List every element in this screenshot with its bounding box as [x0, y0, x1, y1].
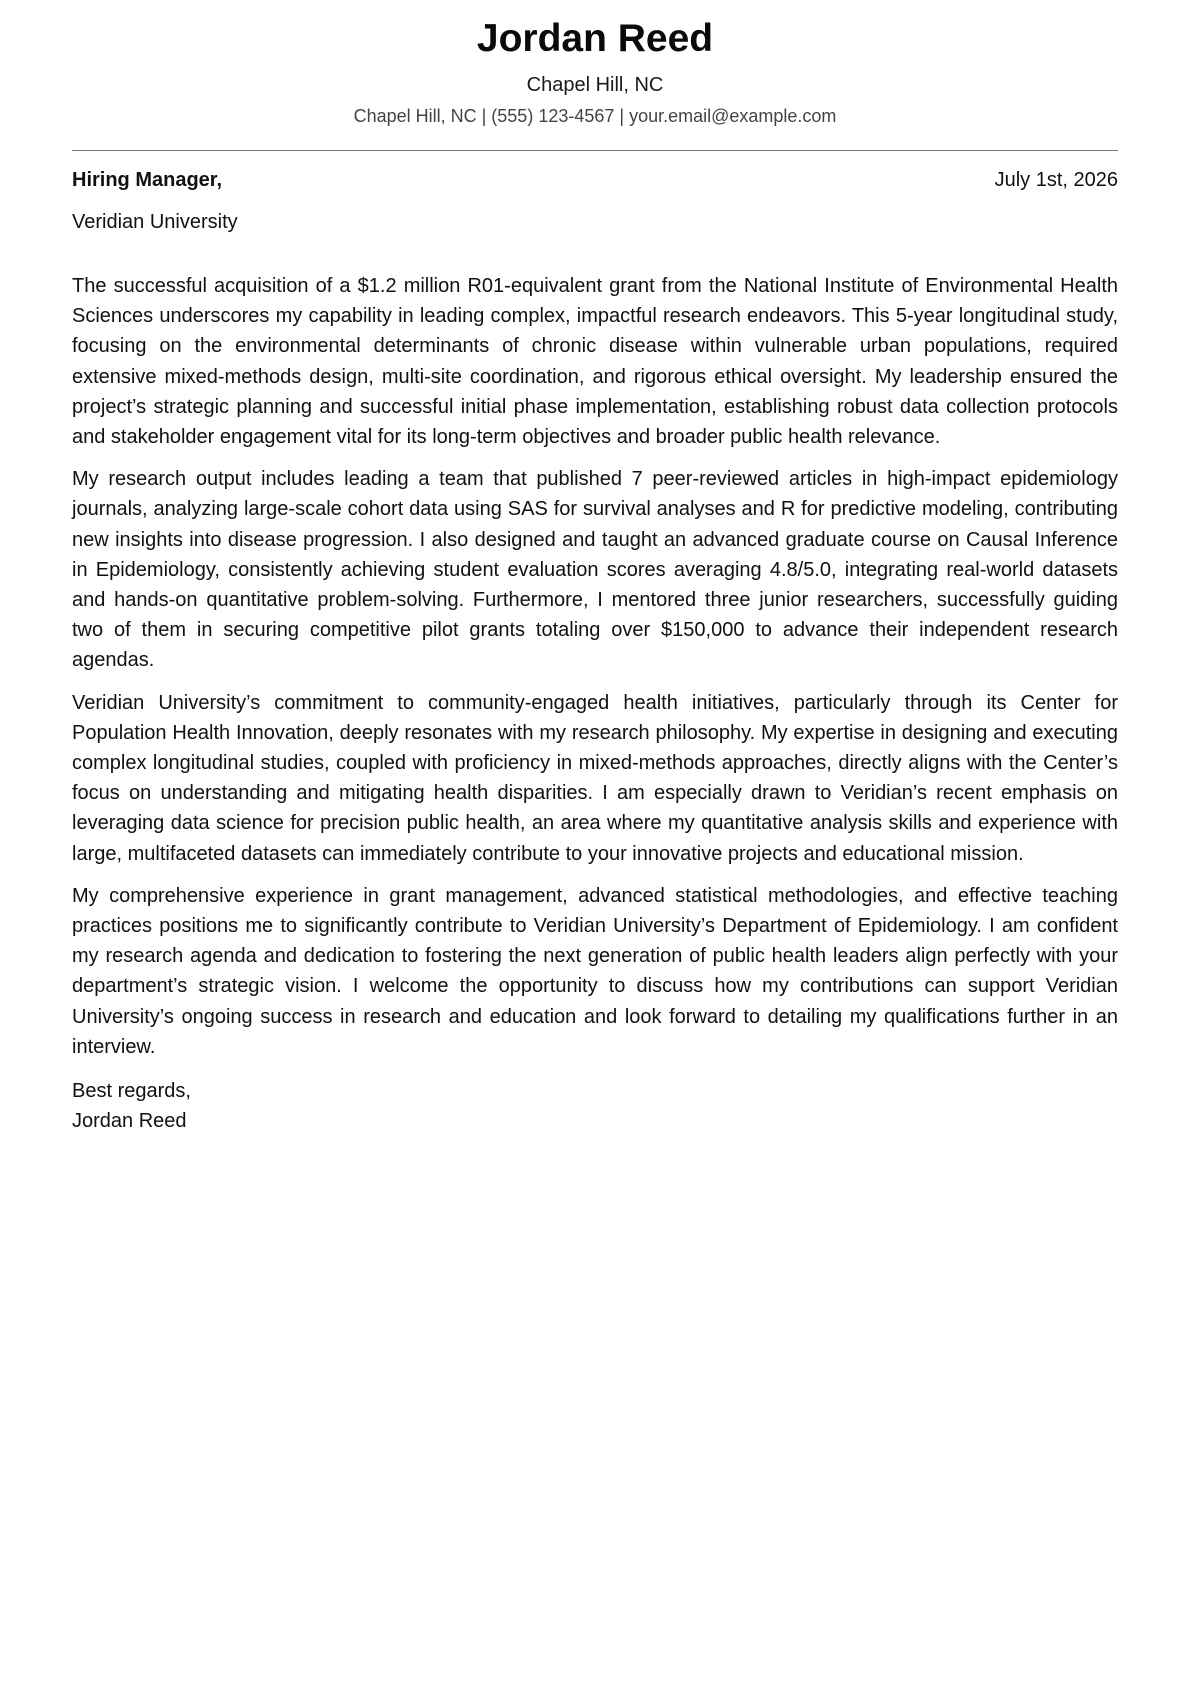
body-paragraph-4: My comprehensive experience in grant management, advanced statistical methodologies, and effective teaching practices positions me to significantly contribute to Veridian University’s Department of Epidemiology. I am confident my research agenda and dedication to fostering the next generation of public health leaders align perfectly with your department’s strategic vision. I welcome the opportunity to discuss how my contributions can support Veridian University’s ongoing success in research and education and look forward to detailing my qualifications further in an interview. [72, 884, 1118, 1058]
sender-contact-line: Chapel Hill, NC | (555) 123-4567 | your.email@example.com [353, 106, 837, 126]
letter-body [72, 271, 1118, 1062]
letter-closing [72, 1076, 1118, 1136]
body-paragraph-2: My research output includes leading a team that published 7 peer-reviewed articles in high-impact epidemiology journals, analyzing large-scale cohort data using SAS for survival analyses and R for predictive modeling, contributing new insights into disease progression. I also designed and taught an advanced graduate course on Causal Inference in Epidemiology, consistently achieving student evaluation scores averaging 4.8/5.0, integrating real-world datasets and hands-on quantitative problem-solving. Furthermore, I mentored three junior researchers, successfully guiding two of them in securing competitive pilot grants totaling over $150,000 to advance their independent research agendas. [72, 468, 1118, 672]
letter-date: July 1st, 2026 [994, 169, 1118, 191]
sender-name: Jordan Reed [476, 17, 714, 60]
recipient-date-row [72, 167, 1118, 193]
recipient-organization: Veridian University [72, 211, 238, 233]
letter-header [72, 0, 1118, 128]
closing-phrase: Best regards, [72, 1080, 191, 1103]
sender-location: Chapel Hill, NC [526, 74, 664, 96]
body-paragraph-1: The successful acquisition of a $1.2 million R01-equivalent grant from the National Institute of Environmental Health Sciences underscores my capability in leading complex, impactful research endeavors. This 5-year longitudinal study, focusing on the environmental determinants of chronic disease within vulnerable urban populations, required extensive mixed-methods design, multi-site coordination, and rigorous ethical oversight. My leadership ensured the project’s strategic planning and successful initial phase implementation, establishing robust data collection protocols and stakeholder engagement vital for its long-term objectives and broader public health relevance. [72, 275, 1118, 449]
signature-name: Jordan Reed [72, 1110, 187, 1133]
recipient-salutation: Hiring Manager, [72, 169, 223, 191]
body-paragraph-3: Veridian University’s commitment to community-engaged health initiatives, particularly through its Center for Population Health Innovation, deeply resonates with my research philosophy. My expertise in designing and executing complex longitudinal studies, coupled with proficiency in mixed-methods approaches, directly aligns with the Center’s focus on understanding and mitigating health disparities. I am especially drawn to Veridian’s recent emphasis on leveraging data science for precision public health, an area where my quantitative analysis skills and experience with large, multifaceted datasets can immediately contribute to your innovative projects and educational mission. [72, 691, 1118, 865]
header-divider [72, 150, 1118, 151]
